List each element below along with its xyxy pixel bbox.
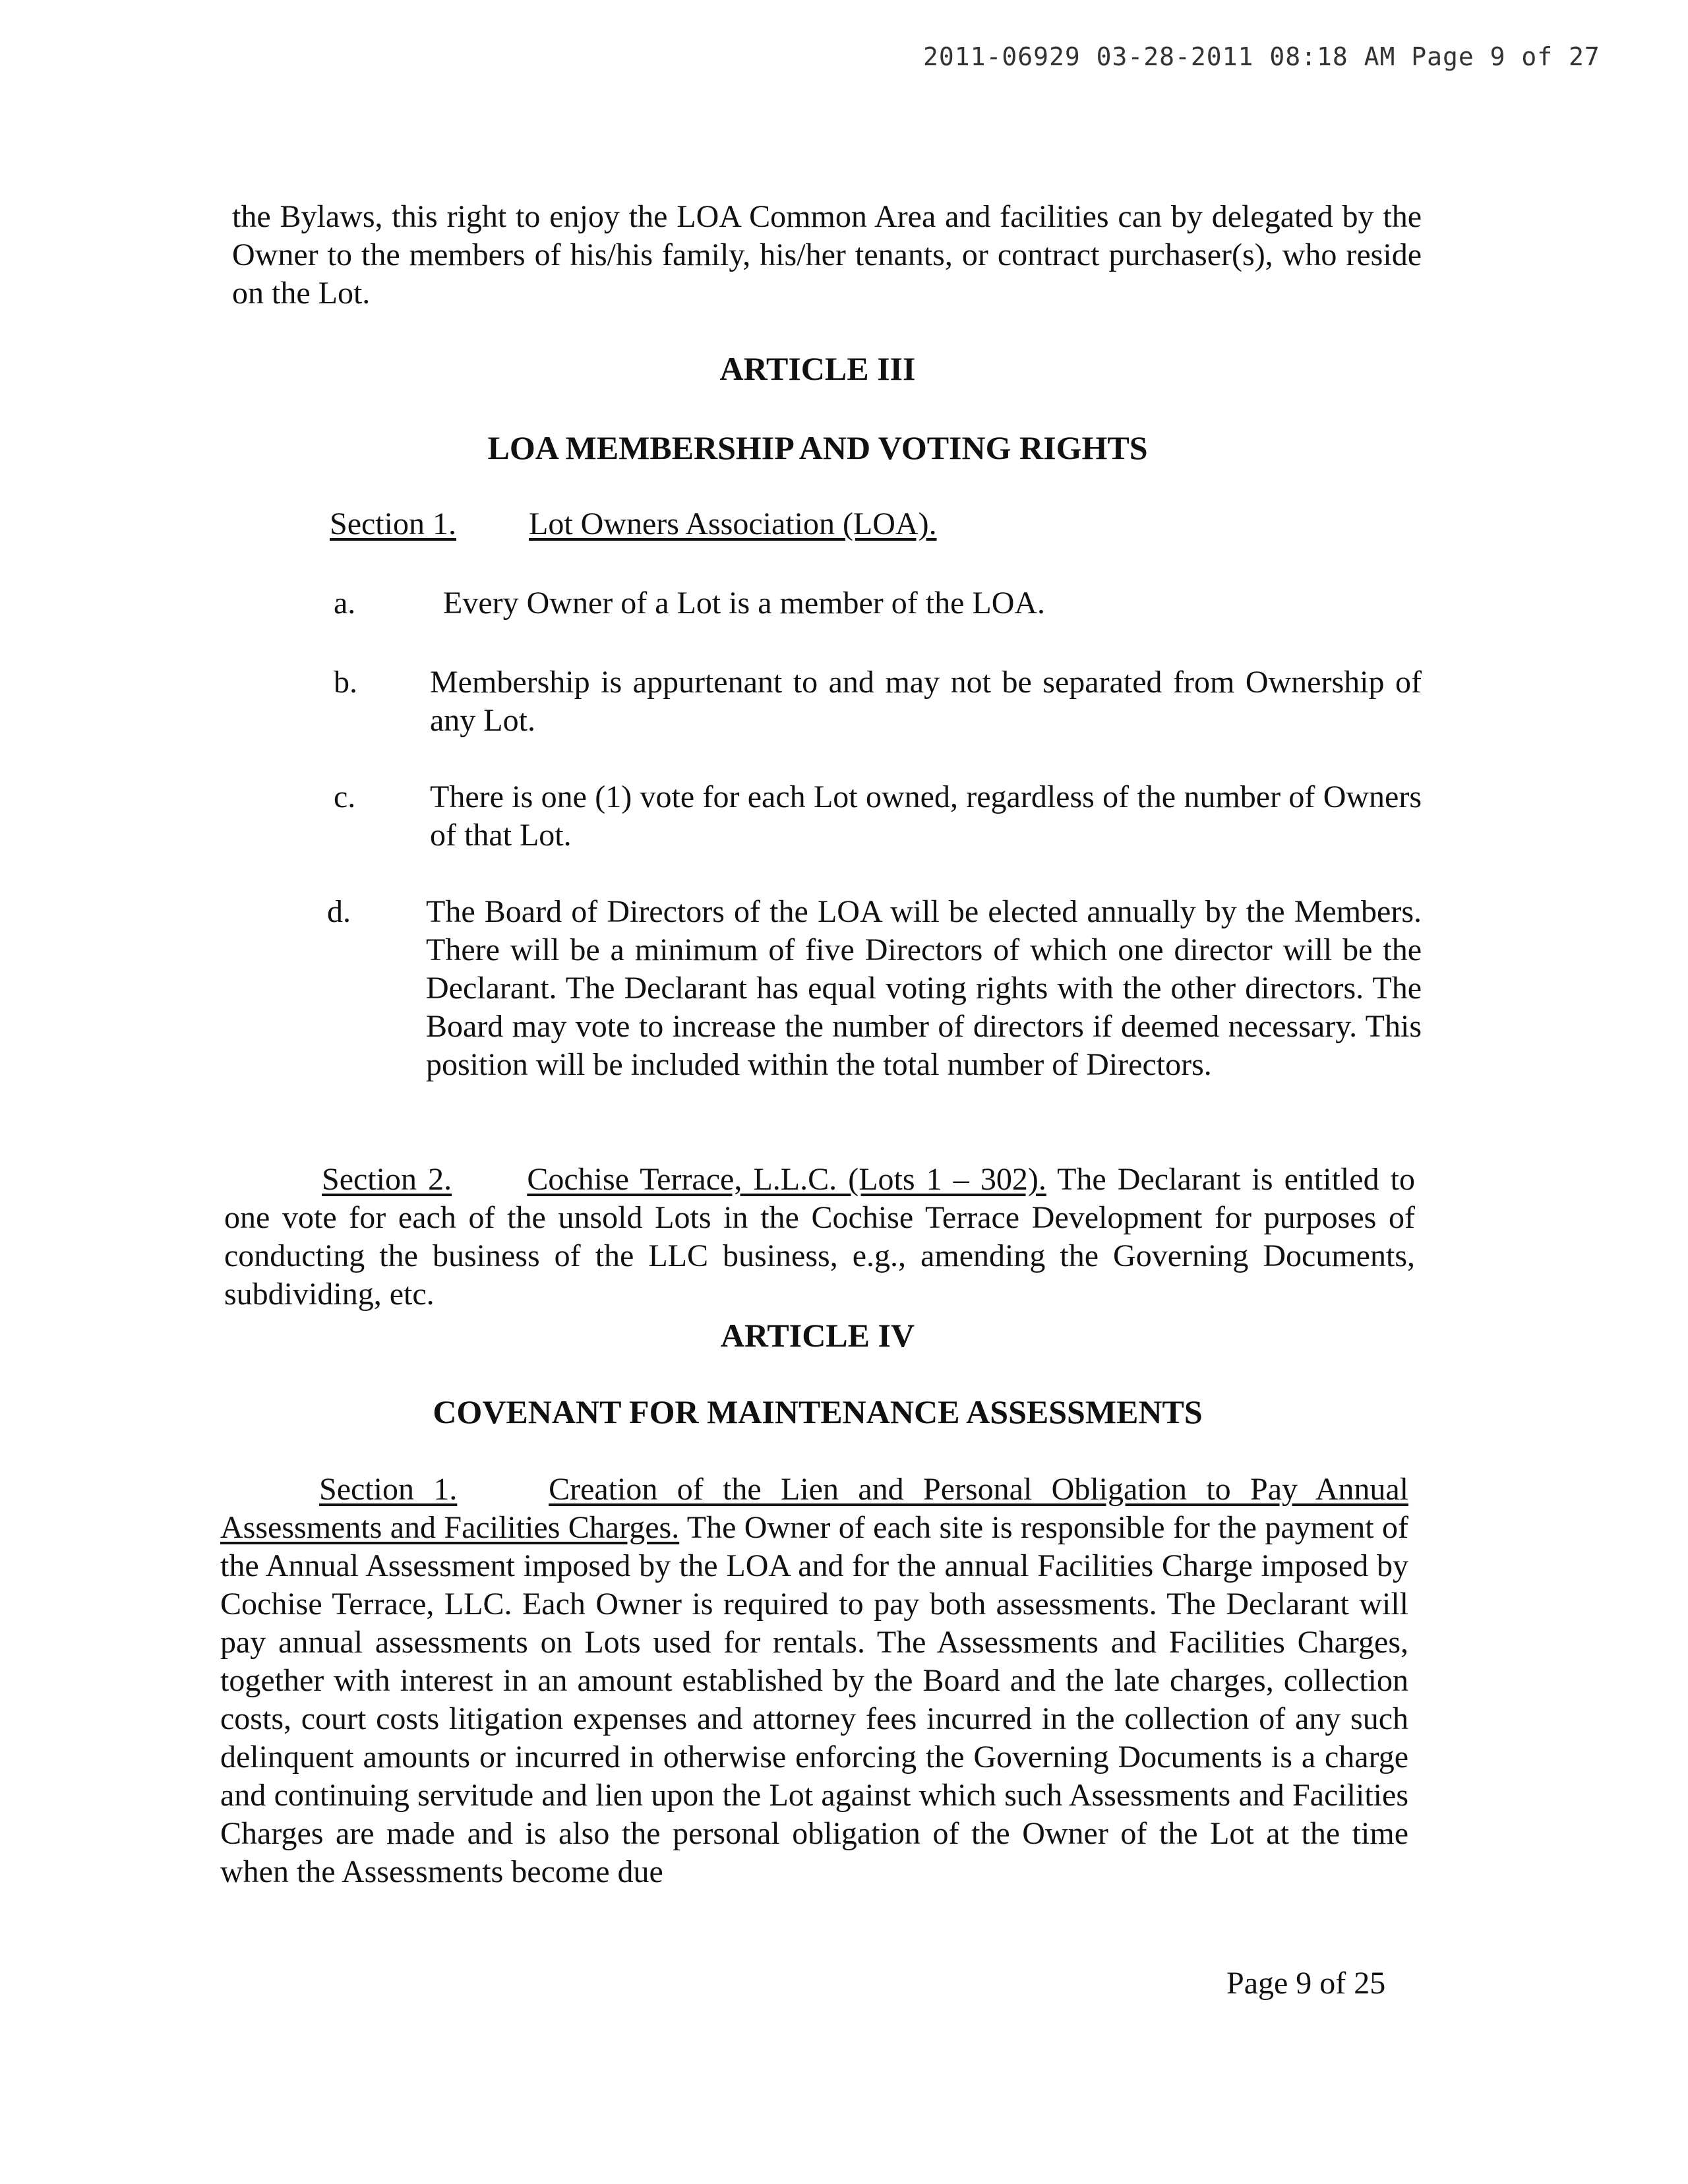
section-heading: Cochise Terrace, L.L.C. (Lots 1 – 302).	[527, 1162, 1046, 1197]
section-heading: Lot Owners Association (LOA).	[529, 506, 937, 541]
section-heading: Creation of the Lien and Personal Obligation to Pay Annual Assessments and Facilities Charges.	[220, 1472, 1409, 1545]
fax-header: 2011-06929 03-28-2011 08:18 AM Page 9 of 27	[923, 42, 1600, 71]
continuation-paragraph: the Bylaws, this right to enjoy the LOA Common Area and facilities can by delegated by the Owner to the members of his/his family, his/her tenants, or contract purchaser(s), who reside on the Lot.	[232, 199, 1422, 311]
list-item-text: Every Owner of a Lot is a member of the LOA.	[443, 586, 1046, 621]
section-label: Section 2.	[322, 1162, 452, 1197]
article-4-section-1	[220, 1471, 1408, 1891]
section-text: The Owner of each site is responsible for the payment of the Annual Assessment imposed by the LOA and for the annual Facilities Charge imposed by Cochise Terrace, LLC. Each Owner is required to pay both assessments. The Declarant will pay annual assessments on Lots used for rentals. The Assessments and Facilities Charges, together with interest in an amount established by the Board and the late charges, collection costs, court costs litigation expenses and attorney fees incurred in the collection of any such delinquent amounts or incurred in otherwise enforcing the Governing Documents is a charge and continuing servitude and lien upon the Lot against which such Assessments and Facilities Charges are made and is also the personal obligation of the Owner of the Lot at the time when the Assessments become due	[220, 1510, 1408, 1889]
list-item-text: Membership is appurtenant to and may not be separated from Ownership of any Lot.	[430, 665, 1422, 738]
article-3-title: ARTICLE III	[719, 350, 916, 387]
list-item-letter: b.	[334, 665, 357, 700]
article-3-subtitle: LOA MEMBERSHIP AND VOTING RIGHTS	[487, 429, 1148, 466]
page-number: Page 9 of 25	[1226, 1966, 1386, 2001]
section-label: Section 1.	[319, 1472, 458, 1507]
list-item-letter: d.	[327, 894, 351, 929]
section-text: The Declarant is entitled to one vote for each of the unsold Lots in the Cochise Terrace Development for purposes of conducting the business of the LLC business, e.g., amending the Governing Documents, subdividing, etc.	[224, 1162, 1416, 1312]
article-4-subtitle: COVENANT FOR MAINTENANCE ASSESSMENTS	[433, 1393, 1203, 1430]
article-3-section-2	[224, 1161, 1415, 1314]
list-item-letter: c.	[334, 779, 356, 814]
article-4-title: ARTICLE IV	[720, 1317, 915, 1354]
section-label: Section 1.	[330, 506, 456, 541]
list-item-text: The Board of Directors of the LOA will be elected annually by the Members. There will be a minimum of five Directors of which one director will be the Declarant. The Declarant has equal voting rights with the other directors. The Board may vote to increase the number of directors if deemed necessary. This position will be included within the total number of Directors.	[426, 894, 1422, 1082]
list-item-text: There is one (1) vote for each Lot owned, regardless of the number of Owners of that Lot.	[430, 779, 1422, 853]
list-item-letter: a.	[334, 586, 356, 621]
